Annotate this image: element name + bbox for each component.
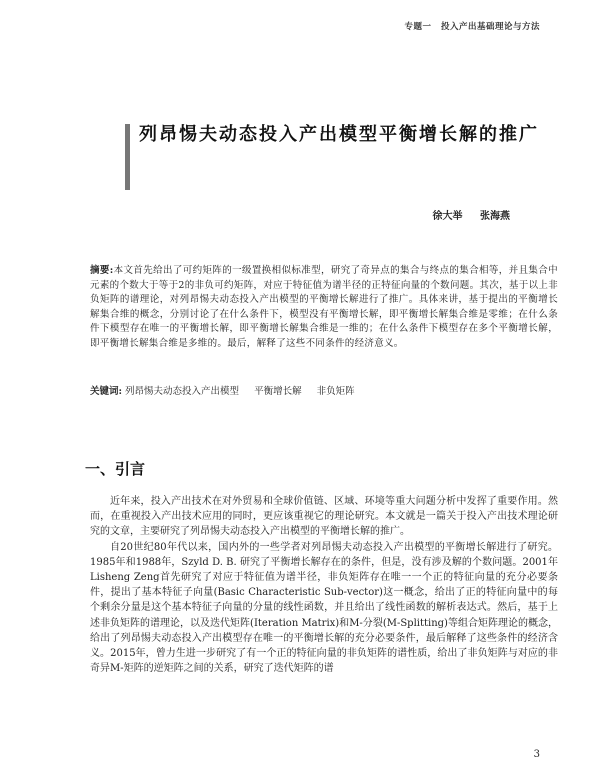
- article-title: 列昂惕夫动态投入产出模型平衡增长解的推广: [139, 124, 539, 145]
- title-accent-bar: [125, 124, 130, 190]
- body-paragraph: 近年来，投入产出技术在对外贸易和全球价值链、区域、环境等重大问题分析中发挥了重要作用。然而，在重视投入产出技术应用的同时，更应该重视它的理论研究。本文就是一篇关于投入产出技术理论研究的文章，主要研究了列昂惕夫动态投入产出模型的平衡增长解的推广。: [90, 496, 558, 538]
- running-head-section: 专题一: [404, 22, 432, 32]
- abstract: [90, 264, 558, 351]
- running-head-topic: 投入产出基础理论与方法: [440, 22, 540, 32]
- keywords-label: 关键词:: [90, 386, 123, 397]
- author-name: 张海燕: [480, 211, 510, 222]
- running-head: [399, 20, 541, 32]
- keyword: 非负矩阵: [316, 386, 355, 397]
- keyword: 平衡增长解: [254, 386, 302, 397]
- section-body: [90, 494, 558, 676]
- keywords: [90, 383, 558, 397]
- body-paragraph: 自20世纪80年代以来，国内外的一些学者对列昂惕夫动态投入产出模型的平衡增长解进行了研究。1985年和1988年，Szyld D. B. 研究了平衡增长解存在的条件，但是，没有涉及解的个数问题。2001年Lisheng Zeng首先研究了对应于特征值为谱半径，非负矩阵存在唯一一个正的特征向量的充分必要条件，提出了基本特征子向量(Basic Characteristic Sub-vector)这一概念，给出了正的特征向量中的每个剩余分量是这个基本特征子向量的分量的线性函数，并且给出了线性函数的解析表达式。然后，基于上述非负矩阵的谱理论，以及迭代矩阵(Iteration Matrix)和M-分裂(M-Splitting)等组合矩阵理论的概念，给出了列昂惕夫动态投入产出模型存在唯一的平衡增长解的充分必要条件，最后解释了这些条件的经济含义。2015年，曾力生进一步研究了有一个正的特征向量的非负矩阵的谱性质，给出了非负矩阵与对应的非奇异M-矩阵的逆矩阵之间的关系，研究了迭代矩阵的谱: [90, 541, 558, 675]
- keyword: 列昂惕夫动态投入产出模型: [125, 386, 240, 397]
- title-block: [125, 118, 545, 152]
- authors: [419, 207, 510, 222]
- abstract-text: 本文首先给出了可约矩阵的一级置换相似标准型，研究了奇异点的集合与终点的集合相等，并且集合中元素的个数大于等于2的非负可约矩阵，对应于特征值为谱半径的正特征向量的个数问题。其次，基于以上非负矩阵的谱理论，对列昂惕夫动态投入产出模型的平衡增长解进行了推广。具体来讲，基于提出的平衡增长解集合维的概念，分别讨论了在什么条件下，模型没有平衡增长解，即平衡增长解集合维是零维；在什么条件下模型存在唯一的平衡增长解，即平衡增长解集合维是一维的；在什么条件下模型存在多个平衡增长解，即平衡增长解集合维是多维的。最后，解释了这些不同条件的经济意义。: [90, 265, 558, 349]
- section-heading: 一、引言: [85, 460, 146, 478]
- abstract-label: 摘要:: [90, 265, 114, 276]
- author-name: 徐大举: [432, 211, 463, 222]
- page-number: 3: [533, 749, 540, 760]
